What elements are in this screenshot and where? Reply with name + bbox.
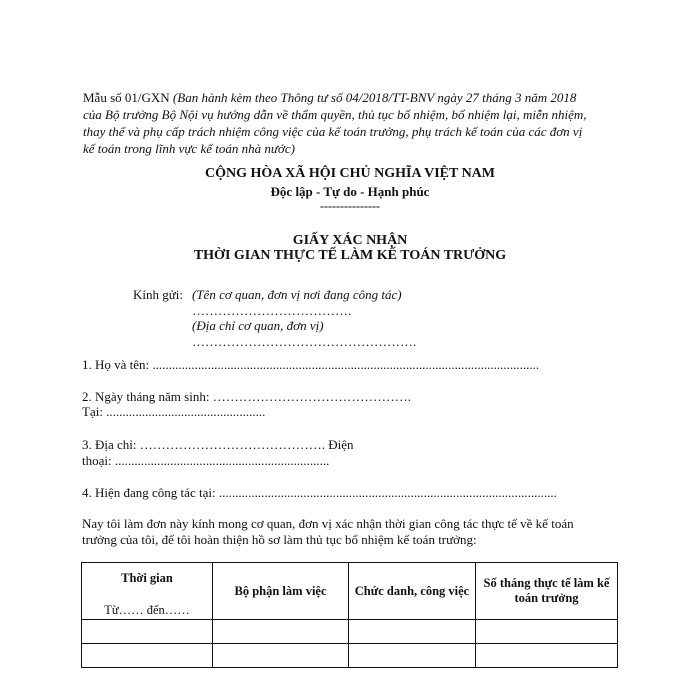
recipient-label: Kính gửi:: [133, 287, 184, 302]
header-months-line-2: toán trưởng: [514, 591, 579, 605]
form-note-line-1: (Ban hành kèm theo Thông tư số 04/2018/TT-BNV ngày 27 tháng 3 năm 2018: [172, 90, 577, 105]
form-note-line-2: của Bộ trưởng Bộ Nội vụ hướng dẫn về thẩm quyền, thủ tục bổ nhiệm, bổ nhiệm lại, miễn nhiệm,: [83, 107, 587, 122]
national-title: CỘNG HÒA XÃ HỘI CHỦ NGHĨA VIỆT NAM: [204, 166, 495, 181]
recipient-address-dots: …………………………………………….: [192, 334, 417, 349]
header-time: [82, 563, 213, 620]
document-title-line-1: GIẤY XÁC NHẬN: [292, 233, 408, 248]
table-cell[interactable]: [476, 620, 618, 644]
header-department: Bộ phận làm việc: [213, 563, 349, 620]
work-history-table: [81, 562, 618, 668]
header-time-title: Thời gian: [121, 571, 173, 585]
form-note-line-3: thay thế và phụ cấp trách nhiệm công việc của kế toán trưởng, phụ trách kế toán của các đơn vị: [83, 124, 583, 139]
recipient-org-dots: ……………………………….: [192, 303, 352, 318]
table-cell[interactable]: [82, 620, 213, 644]
table-row: [82, 644, 618, 668]
header-time-range: Từ…… đến……: [104, 603, 190, 617]
field-workplace: 4. Hiện đang công tác tại: ........................................................................................................: [82, 485, 557, 500]
request-line-1: Nay tôi làm đơn này kính mong cơ quan, đơn vị xác nhận thời gian công tác thực tế về kế toán: [82, 516, 574, 531]
table-cell[interactable]: [349, 620, 476, 644]
form-note-line-4: kế toán trong lĩnh vực kế toán nhà nước): [83, 141, 295, 156]
table-cell[interactable]: [213, 644, 349, 668]
national-divider: ---------------: [320, 199, 380, 213]
table-cell[interactable]: [476, 644, 618, 668]
recipient-org-hint: (Tên cơ quan, đơn vị nơi đang công tác): [192, 287, 402, 302]
table-cell[interactable]: [349, 644, 476, 668]
header-months-line-1: Số tháng thực tế làm kế: [483, 576, 610, 590]
field-full-name: 1. Họ và tên: .......................................................................................................................: [82, 357, 540, 372]
form-header-note: [83, 89, 628, 157]
table-row: [82, 620, 618, 644]
document-title-line-2: THỜI GIAN THỰC TẾ LÀM KẾ TOÁN TRƯỞNG: [193, 248, 507, 263]
table-header-row: [82, 563, 618, 620]
field-phone: thoại: ..................................................................: [82, 453, 330, 468]
form-number: Mẫu số 01/GXN: [83, 90, 170, 105]
field-birthplace: Tại: .................................................: [82, 404, 266, 419]
national-motto: Độc lập - Tự do - Hạnh phúc: [270, 184, 430, 199]
header-months: [476, 563, 618, 620]
header-position: Chức danh, công việc: [349, 563, 476, 620]
field-date-of-birth: 2. Ngày tháng năm sinh: ……………………………………….: [82, 389, 411, 404]
request-line-2: trưởng của tôi, để tôi hoàn thiện hồ sơ làm thủ tục bổ nhiệm kế toán trưởng:: [82, 532, 477, 547]
field-address: 3. Địa chỉ: ……………………………………. Điện: [82, 437, 354, 452]
recipient-address-hint: (Địa chỉ cơ quan, đơn vị): [192, 318, 324, 333]
table-cell[interactable]: [213, 620, 349, 644]
table-cell[interactable]: [82, 644, 213, 668]
